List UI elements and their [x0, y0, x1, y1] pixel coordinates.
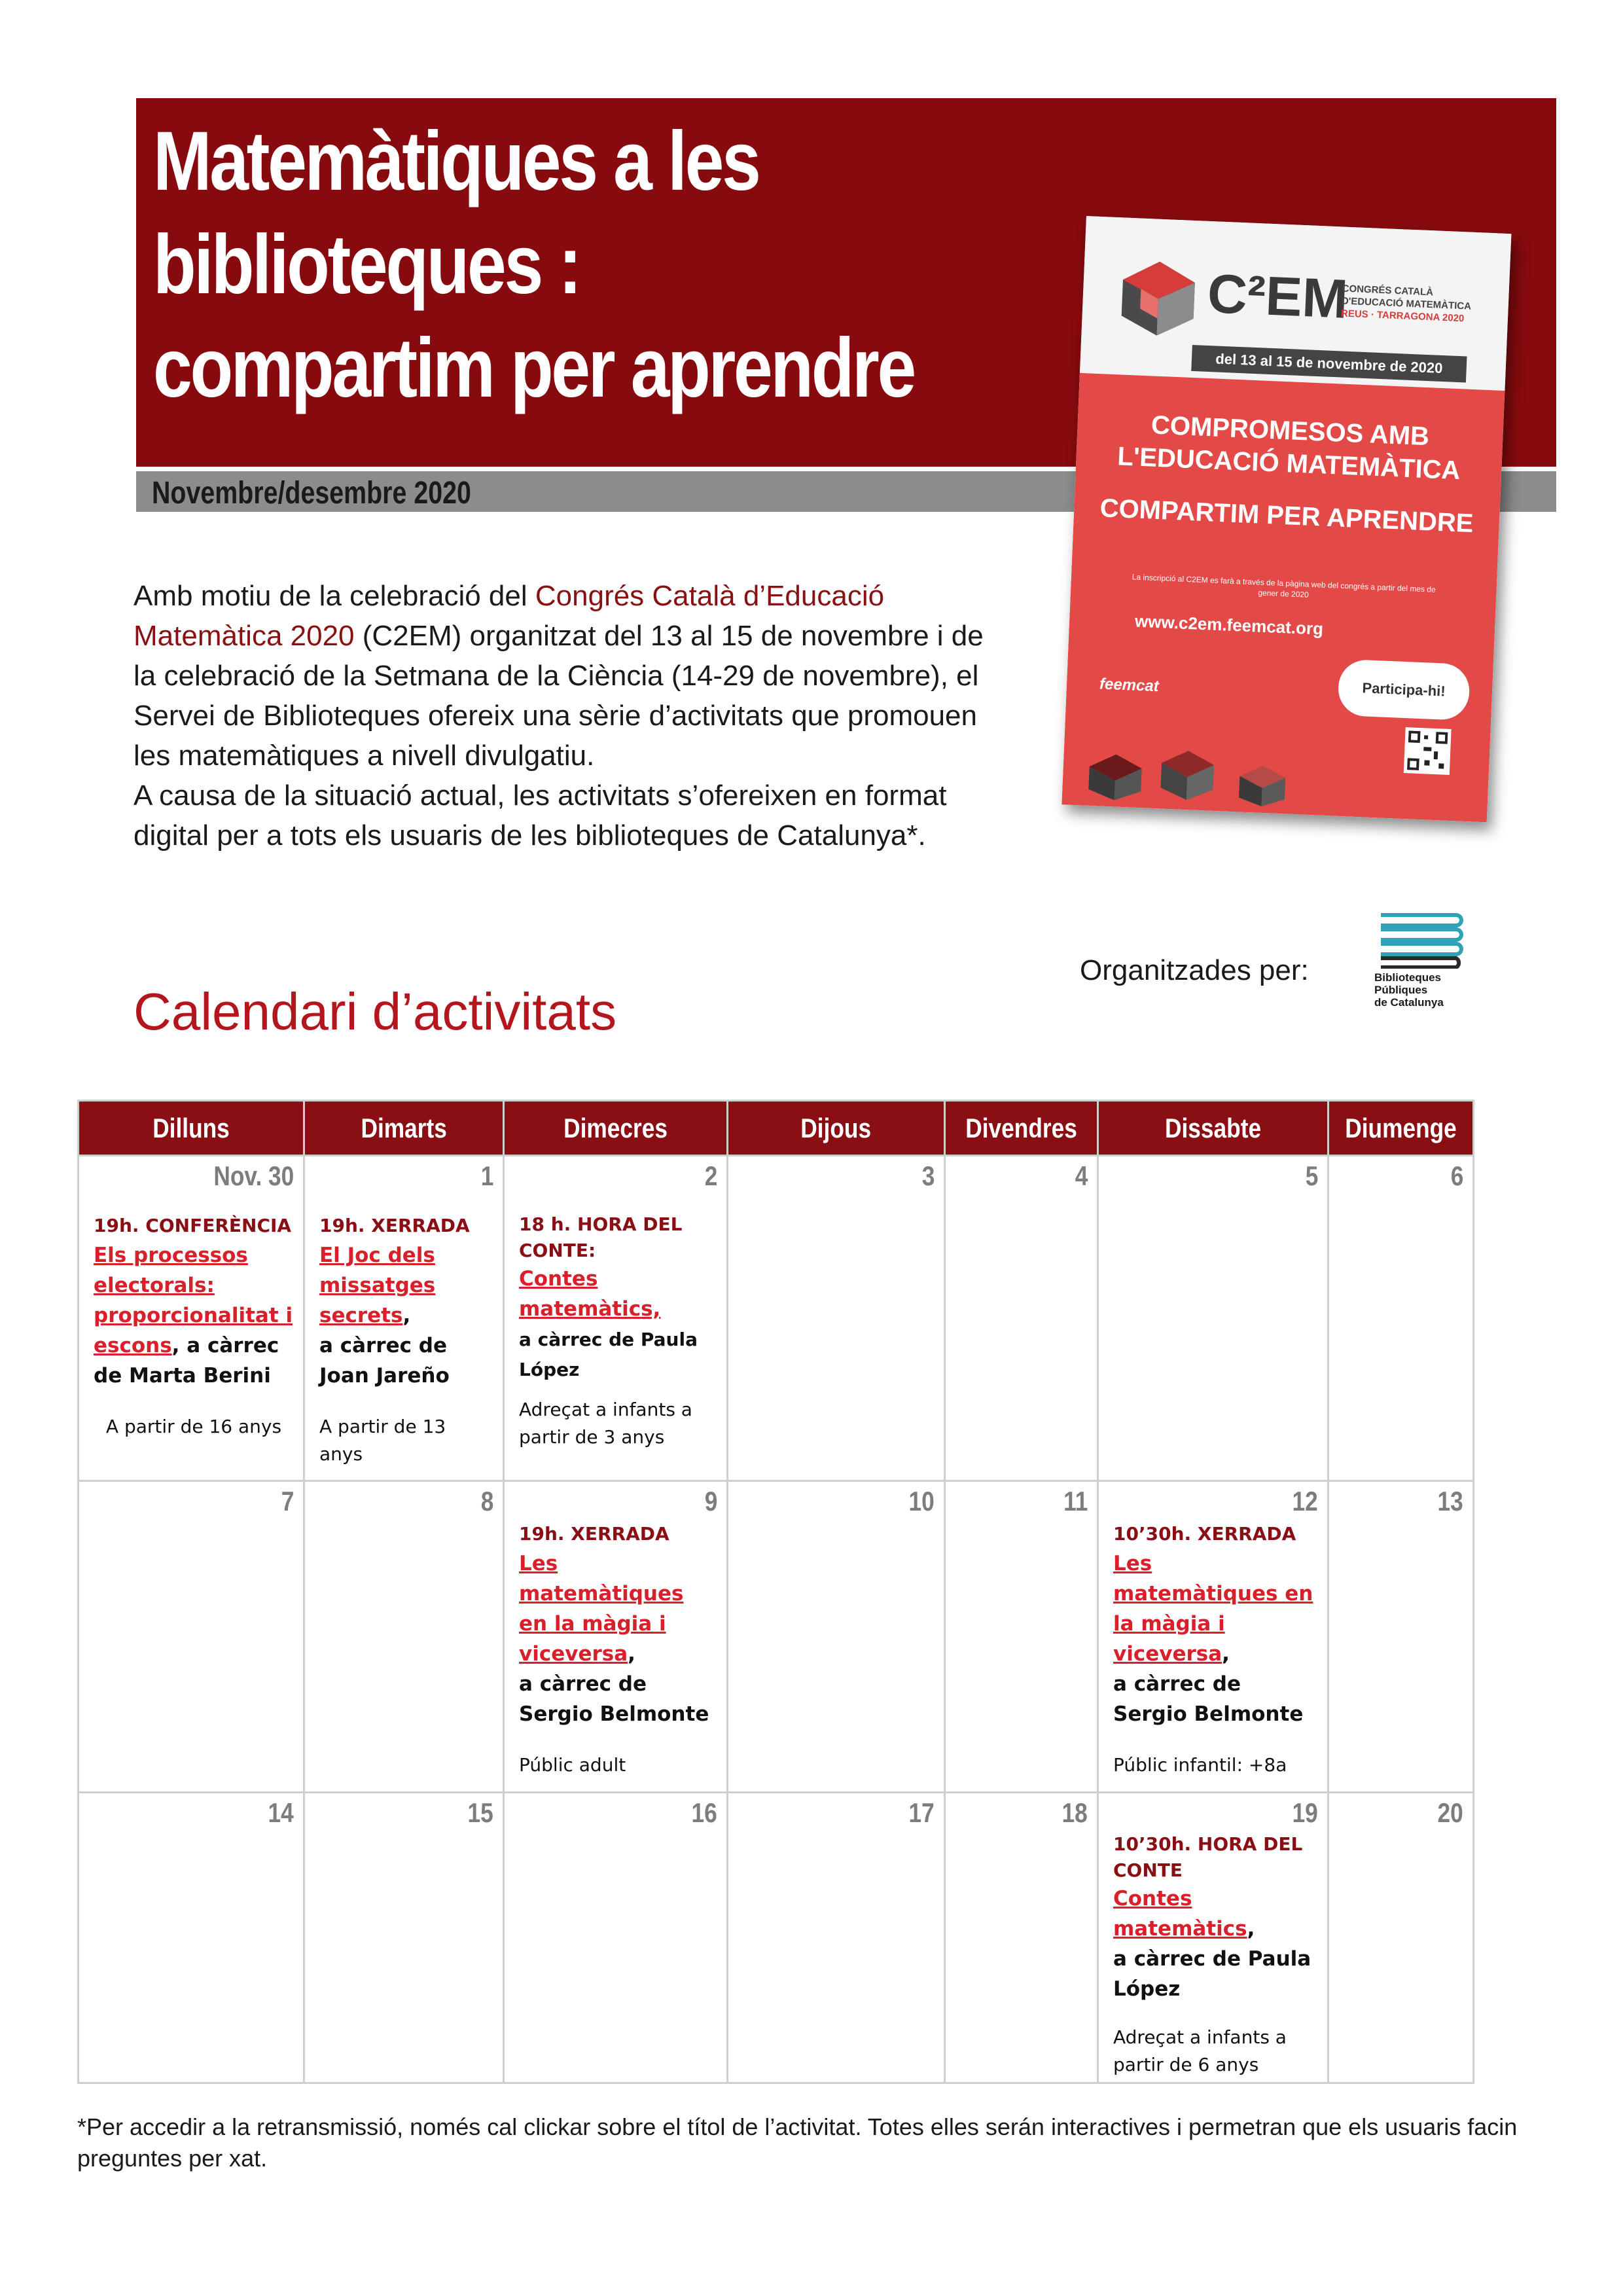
- title-line-2: compartim per aprendre: [153, 321, 914, 415]
- calendar-cell: [1329, 1481, 1474, 1793]
- poster-url: www.c2em.feemcat.org: [1134, 611, 1324, 639]
- event-title-link[interactable]: Les matemàtiques en la màgia i viceversa: [1113, 1552, 1313, 1666]
- day-number: 5: [1305, 1160, 1318, 1191]
- event-separator: ,: [1222, 1642, 1230, 1666]
- calendar-week-row: [79, 1156, 1474, 1481]
- event-audience: Adreçat a infants a partir de 6 anys: [1113, 2026, 1287, 2075]
- calendar-cell: [1329, 1793, 1474, 2083]
- event-separator: ,: [628, 1642, 635, 1666]
- day-header-dissabte: Dissabte: [1098, 1101, 1329, 1156]
- calendar-cell: [1098, 1481, 1329, 1793]
- day-number: 13: [1437, 1486, 1463, 1516]
- page-title: [153, 110, 1010, 420]
- day-header-dimarts: Dimarts: [304, 1101, 504, 1156]
- biblioteques-logo: [1374, 910, 1472, 1028]
- day-number: 4: [1075, 1160, 1088, 1191]
- event-separator: ,: [1247, 1917, 1255, 1941]
- day-number: 3: [921, 1160, 935, 1191]
- event-title-link[interactable]: El Joc dels missatges secrets: [319, 1244, 436, 1327]
- event-audience: Públic infantil: +8a: [1113, 1754, 1287, 1776]
- calendar-cell: [728, 1481, 945, 1793]
- calendar-cell: [1098, 1793, 1329, 2083]
- event-speaker: a càrrec de Joan Jareño: [319, 1334, 450, 1388]
- day-header-dilluns: Dilluns: [79, 1101, 304, 1156]
- event: [519, 1520, 717, 1779]
- day-number: 6: [1450, 1160, 1463, 1191]
- event-audience: A partir de 16 anys: [105, 1416, 282, 1437]
- day-number: Nov. 30: [213, 1160, 294, 1191]
- congress-link[interactable]: Congrés Català d’Educació Matemàtica 2020: [134, 580, 885, 652]
- poster-congress-name: CONGRÉS CATALÀ D'EDUCACIÓ MATEMÀTICA: [1341, 283, 1472, 312]
- poster-small-text: La inscripció al C2EM es farà a través de la pàgina web del congrés a partir del mes de gener de 2020: [1132, 572, 1436, 600]
- subtitle: Novembre/desembre 2020: [152, 476, 471, 511]
- calendar-cell: [79, 1156, 304, 1481]
- day-number: 8: [480, 1486, 493, 1516]
- calendar-cell: [504, 1156, 728, 1481]
- day-header-diumenge: Diumenge: [1329, 1101, 1474, 1156]
- day-number: 2: [704, 1160, 717, 1191]
- calendar-cell: [728, 1156, 945, 1481]
- event-time: 19h. CONFERÈNCIA: [94, 1215, 292, 1236]
- day-header-dijous: Dijous: [728, 1101, 945, 1156]
- poster-brand: C²EM: [1206, 262, 1349, 330]
- event-title-link[interactable]: Contes matemàtics,: [519, 1267, 661, 1321]
- day-number: 20: [1437, 1797, 1463, 1828]
- c2em-cube-logo-icon: [1114, 257, 1202, 338]
- poster-cubes-decoration: [1075, 726, 1353, 810]
- calendar-cell: [1098, 1156, 1329, 1481]
- event-speaker: a càrrec de Sergio Belmonte: [519, 1672, 709, 1726]
- calendar-cell: [79, 1481, 304, 1793]
- event-audience: A partir de 13 anys: [319, 1416, 446, 1465]
- poster-congress: [1341, 282, 1493, 326]
- event: [519, 1211, 717, 1451]
- day-number: 7: [281, 1486, 294, 1516]
- event: [94, 1211, 294, 1441]
- day-header-dimecres: Dimecres: [504, 1101, 728, 1156]
- day-header-divendres: Divendres: [945, 1101, 1098, 1156]
- intro-second: A causa de la situació actual, les activitats s’ofereixen en format digital per a tots els usuaris de les biblioteques de Catalunya*.: [134, 780, 947, 852]
- event-speaker: a càrrec de Paula López: [1113, 1947, 1311, 2001]
- event-speaker: , a càrrec de Marta Berini: [94, 1334, 279, 1388]
- books-stack-icon: [1374, 910, 1466, 969]
- event-time: 19h. XERRADA: [319, 1215, 470, 1236]
- calendar-cell: [504, 1793, 728, 2083]
- calendar-cell: [945, 1793, 1098, 2083]
- event-time: 18 h. HORA DEL CONTE:: [519, 1213, 683, 1261]
- day-number: 1: [480, 1160, 493, 1191]
- footnote: *Per accedir a la retransmissió, només cal clickar sobre el títol de l’activitat. Totes elles serán interactives i permetran que els usuaris facin preguntes per xat.: [77, 2113, 1518, 2172]
- poster-headline-1: COMPROMESOS AMB L'EDUCACIÓ MATEMÀTICA: [1116, 410, 1461, 486]
- day-number: 15: [467, 1797, 493, 1828]
- calendar-cell: [304, 1481, 504, 1793]
- event: [1113, 1831, 1318, 2079]
- calendar-header-row: [79, 1101, 1474, 1156]
- calendar-week-row: [79, 1793, 1474, 2083]
- event-time: 19h. XERRADA: [519, 1523, 669, 1545]
- calendar-cell: [304, 1793, 504, 2083]
- event-time: 10’30h. HORA DEL CONTE: [1113, 1833, 1303, 1881]
- calendar-cell: [728, 1793, 945, 2083]
- activities-calendar: [77, 1100, 1474, 2084]
- feemcat-logo: feemcat: [1099, 675, 1160, 696]
- event-title-link[interactable]: Els processos electorals: proporcionalitat i escons: [94, 1244, 293, 1357]
- calendar-week-row: [79, 1481, 1474, 1793]
- day-number: 10: [908, 1486, 935, 1516]
- event-audience: Públic adult: [519, 1754, 626, 1776]
- organizer-label: Organitzades per:: [1080, 954, 1309, 986]
- event-separator: ,: [402, 1304, 411, 1327]
- calendar-cell: [1329, 1156, 1474, 1481]
- intro-before: Amb motiu de la celebració del: [134, 580, 535, 612]
- event-audience: Adreçat a infants a partir de 3 anys: [519, 1399, 692, 1448]
- logo-line-3: de Catalunya: [1374, 996, 1444, 1009]
- logo-line-1: Biblioteques: [1374, 971, 1442, 984]
- poster-place: REUS · TARRAGONA 2020: [1340, 308, 1465, 325]
- calendar-cell: [304, 1156, 504, 1481]
- event-time: 10’30h. XERRADA: [1113, 1523, 1296, 1545]
- logo-line-2: Públiques: [1374, 984, 1428, 996]
- intro-paragraph: [134, 576, 1004, 855]
- qr-code-icon: [1404, 727, 1452, 775]
- poster-speech-bubble: Participa-hi!: [1337, 659, 1470, 721]
- day-number: 14: [268, 1797, 294, 1828]
- title-line-1: Matemàtiques a les biblioteques :: [153, 115, 759, 312]
- day-number: 19: [1292, 1797, 1318, 1828]
- c2em-poster: [1061, 216, 1511, 822]
- organizer-logo-text: [1374, 971, 1444, 1009]
- calendar-cell: [79, 1793, 304, 2083]
- poster-headline-2: COMPARTIM PER APRENDRE: [1099, 493, 1474, 539]
- calendar-cell: [945, 1156, 1098, 1481]
- day-number: 9: [704, 1486, 717, 1516]
- intro-after: (C2EM) organitzat del 13 al 15 de novembre i de la celebració de la Setmana de la Ciència (14-29 de novembre), el Servei de Biblioteques ofereix una sèrie d’activitats que promouen les matemàtiques a nivell divulgatiu.: [134, 620, 984, 772]
- poster-dates: del 13 al 15 de novembre de 2020: [1191, 345, 1467, 383]
- calendar-title: Calendari d’activitats: [134, 982, 617, 1041]
- day-number: 16: [691, 1797, 717, 1828]
- day-number: 11: [1063, 1486, 1088, 1516]
- event: [1113, 1520, 1318, 1779]
- calendar-cell: [945, 1481, 1098, 1793]
- event: [319, 1211, 493, 1468]
- day-number: 12: [1292, 1486, 1318, 1516]
- calendar-cell: [504, 1481, 728, 1793]
- day-number: 18: [1061, 1797, 1088, 1828]
- intro-first: [134, 576, 1004, 776]
- event-title-link[interactable]: Contes matemàtics: [1113, 1887, 1247, 1941]
- event-title-link[interactable]: Les matemàtiques en la màgia i viceversa: [519, 1552, 684, 1666]
- day-number: 17: [908, 1797, 935, 1828]
- event-speaker: a càrrec de Paula López: [519, 1329, 698, 1380]
- event-speaker: a càrrec de Sergio Belmonte: [1113, 1672, 1304, 1726]
